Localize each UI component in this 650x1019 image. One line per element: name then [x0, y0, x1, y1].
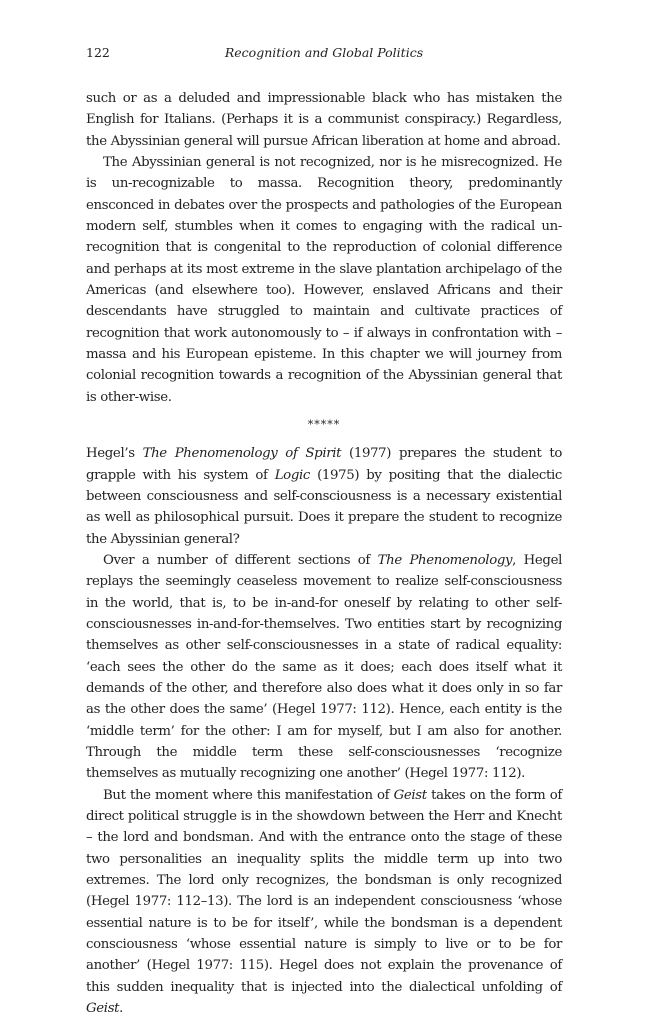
term-geist: Geist: [86, 1001, 120, 1017]
paragraph: But the moment where this manifestation of Geist takes on the form of direct political struggle is in the showdown between the Herr and Knecht – the lord and bondsman. And with the entrance onto the stage of these two personalities an inequality splits the middle term up into two extremes. The lord only recognizes, the bondsman is only recognized (Hegel 1977: 112–13). The lord is an independent consciousness ‘whose essential nature is to be for itself’, while the bondsman is a dependent consciousness ‘whose essential nature is simply to live or to be for another’ (Hegel 1977: 115). Hegel does not explain the provenance of this sudden inequality that is injected into the dialectical unfolding of Geist.: [86, 787, 562, 1017]
paragraph: such or as a deluded and impressionable black who has mistaken the English for Italians. (Perhaps it is a communist conspiracy.) Regardless, the Abyssinian general will pursue African liberation at home and abroad.: [86, 91, 562, 149]
paragraph: Over a number of different sections of The Phenomenology, Hegel replays the seemingly ceaseless movement to realize self-consciousness in the world, that is, to be in-and-for oneself by relating to other self-consciousnesses in-and-for-themselves. Two entities start by recognizing themselves as other self-consciousnesses in a state of radical equality: ‘each sees the other do the same as it does; each does itself what it demands of the other, and therefore also does what it does only in so far as the other does the same’ (Hegel 1977: 112). Hence, each entity is the ‘middle term’ for the other: I am for myself, but I am also for another. Through the middle term these self-consciousnesses ‘recognize themselves as mutually recognizing one another’ (Hegel 1977: 112).: [86, 552, 562, 782]
paragraph: The Abyssinian general is not recognized, nor is he misrecognized. He is un-recognizable to massa. Recognition theory, predominantly ensconced in debates over the prospects and pathologies of the European modern self, stumbles when it comes to engaging with the radical un-recognition that is congenital to the reproduction of colonial difference and perhaps at its most extreme in the slave plantation archipelago of the Americas (and elsewhere too). However, enslaved Africans and their descendants have struggled to maintain and cultivate practices of recognition that work autonomously to – if always in confrontation with – massa and his European episteme. In this chapter we will journey from colonial recognition towards a recognition of the Abyssinian general that is other-wise.: [86, 155, 562, 405]
page-header: [86, 45, 562, 65]
page-number: 122: [86, 45, 110, 60]
body-text: [86, 88, 562, 1019]
book-title: The Phenomenology of Spirit: [142, 446, 342, 462]
term-geist: Geist: [393, 787, 427, 803]
book-title: Logic: [274, 467, 310, 483]
book-title: The Phenomenology: [377, 552, 513, 568]
running-title: Recognition and Global Politics: [224, 45, 424, 60]
section-separator: *****: [307, 418, 341, 432]
paragraph: Hegel’s The Phenomenology of Spirit (1977) prepares the student to grapple with his system of Logic (1975) by positing that the dialectic between consciousness and self-consciousness is a necessary existential as well as philosophical pursuit. Does it prepare the student to recognize the Abyssinian general?: [86, 446, 563, 547]
